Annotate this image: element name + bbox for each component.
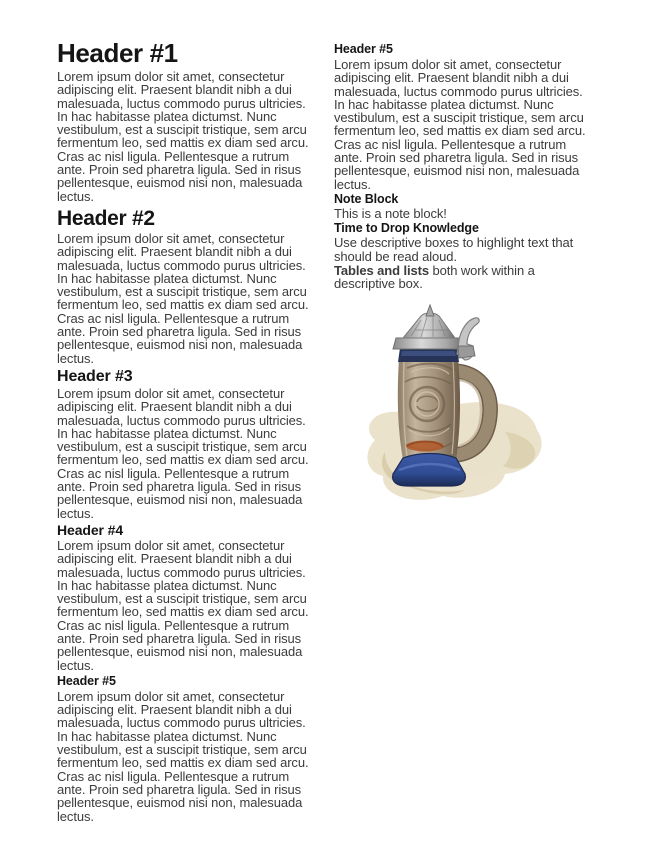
note-block-text: This is a note block! xyxy=(334,205,447,221)
pewter-lid-dome xyxy=(403,305,455,338)
right-column xyxy=(334,40,590,291)
heading-1: Header #1 xyxy=(57,38,178,68)
heading-5-left: Header #5 xyxy=(57,673,116,688)
tables-note xyxy=(334,264,590,291)
beer-stein-illustration xyxy=(355,302,550,507)
heading-4: Header #4 xyxy=(57,521,124,538)
paragraph-3: Lorem ipsum dolor sit amet, consectetur adipiscing elit. Praesent blandit nibh a dui malesuada, luctus commodo purus ultricies. In hac habitasse platea dictumst. Nunc vestibulum, est a suscipit tristique, sem arcu fermentum leo, sed mattis ex diam sed arcu. Cras ac nisl ligula. Pellentesque a rutrum ante. Proin sed pharetra ligula. Sed in risus pellentesque, euismod nisi non, malesuada lectus. xyxy=(57,385,309,521)
paragraph-1: Lorem ipsum dolor sit amet, consectetur adipiscing elit. Praesent blandit nibh a dui malesuada, luctus commodo purus ultricies. In hac habitasse platea dictumst. Nunc vestibulum, est a suscipit tristique, sem arcu fermentum leo, sed mattis ex diam sed arcu. Cras ac nisl ligula. Pellentesque a rutrum ante. Proin sed pharetra ligula. Sed in risus pellentesque, euismod nisi non, malesuada lectus. xyxy=(57,69,309,204)
paragraph-4: Lorem ipsum dolor sit amet, consectetur adipiscing elit. Praesent blandit nibh a dui malesuada, luctus commodo purus ultricies. In hac habitasse platea dictumst. Nunc vestibulum, est a suscipit tristique, sem arcu fermentum leo, sed mattis ex diam sed arcu. Cras ac nisl ligula. Pellentesque a rutrum ante. Proin sed pharetra ligula. Sed in risus pellentesque, euismod nisi non, malesuada lectus. xyxy=(57,537,309,673)
tables-note-bold: Tables and lists xyxy=(334,262,429,278)
paragraph-6: Lorem ipsum dolor sit amet, consectetur adipiscing elit. Praesent blandit nibh a dui malesuada, luctus commodo purus ultricies. In hac habitasse platea dictumst. Nunc vestibulum, est a suscipit tristique, sem arcu fermentum leo, sed mattis ex diam sed arcu. Cras ac nisl ligula. Pellentesque a rutrum ante. Proin sed pharetra ligula. Sed in risus pellentesque, euismod nisi non, malesuada lectus. xyxy=(334,57,586,192)
tables-note-rest: both work within a descriptive box. xyxy=(334,262,535,292)
pewter-lid-rim xyxy=(393,338,464,349)
note-block-label: Note Block xyxy=(334,191,399,206)
blue-top-band xyxy=(398,348,459,362)
orange-accent xyxy=(406,441,444,452)
knowledge-label: Time to Drop Knowledge xyxy=(334,221,479,236)
stein-base xyxy=(393,454,466,487)
knowledge-text: Use descriptive boxes to highlight text that should be read aloud. xyxy=(334,235,574,264)
heading-2: Header #2 xyxy=(57,206,155,230)
lid-finial xyxy=(426,305,434,316)
heading-5-right: Header #5 xyxy=(334,42,393,56)
left-column xyxy=(57,40,314,824)
paragraph-2: Lorem ipsum dolor sit amet, consectetur adipiscing elit. Praesent blandit nibh a dui malesuada, luctus commodo purus ultricies. In hac habitasse platea dictumst. Nunc vestibulum, est a suscipit tristique, sem arcu fermentum leo, sed mattis ex diam sed arcu. Cras ac nisl ligula. Pellentesque a rutrum ante. Proin sed pharetra ligula. Sed in risus pellentesque, euismod nisi non, malesuada lectus. xyxy=(57,230,309,366)
paragraph-5: Lorem ipsum dolor sit amet, consectetur adipiscing elit. Praesent blandit nibh a dui malesuada, luctus commodo purus ultricies. In hac habitasse platea dictumst. Nunc vestibulum, est a suscipit tristique, sem arcu fermentum leo, sed mattis ex diam sed arcu. Cras ac nisl ligula. Pellentesque a rutrum ante. Proin sed pharetra ligula. Sed in risus pellentesque, euismod nisi non, malesuada lectus. xyxy=(57,688,309,824)
heading-3: Header #3 xyxy=(57,367,133,385)
stein-body xyxy=(398,358,460,460)
thumb-lever xyxy=(457,318,479,360)
